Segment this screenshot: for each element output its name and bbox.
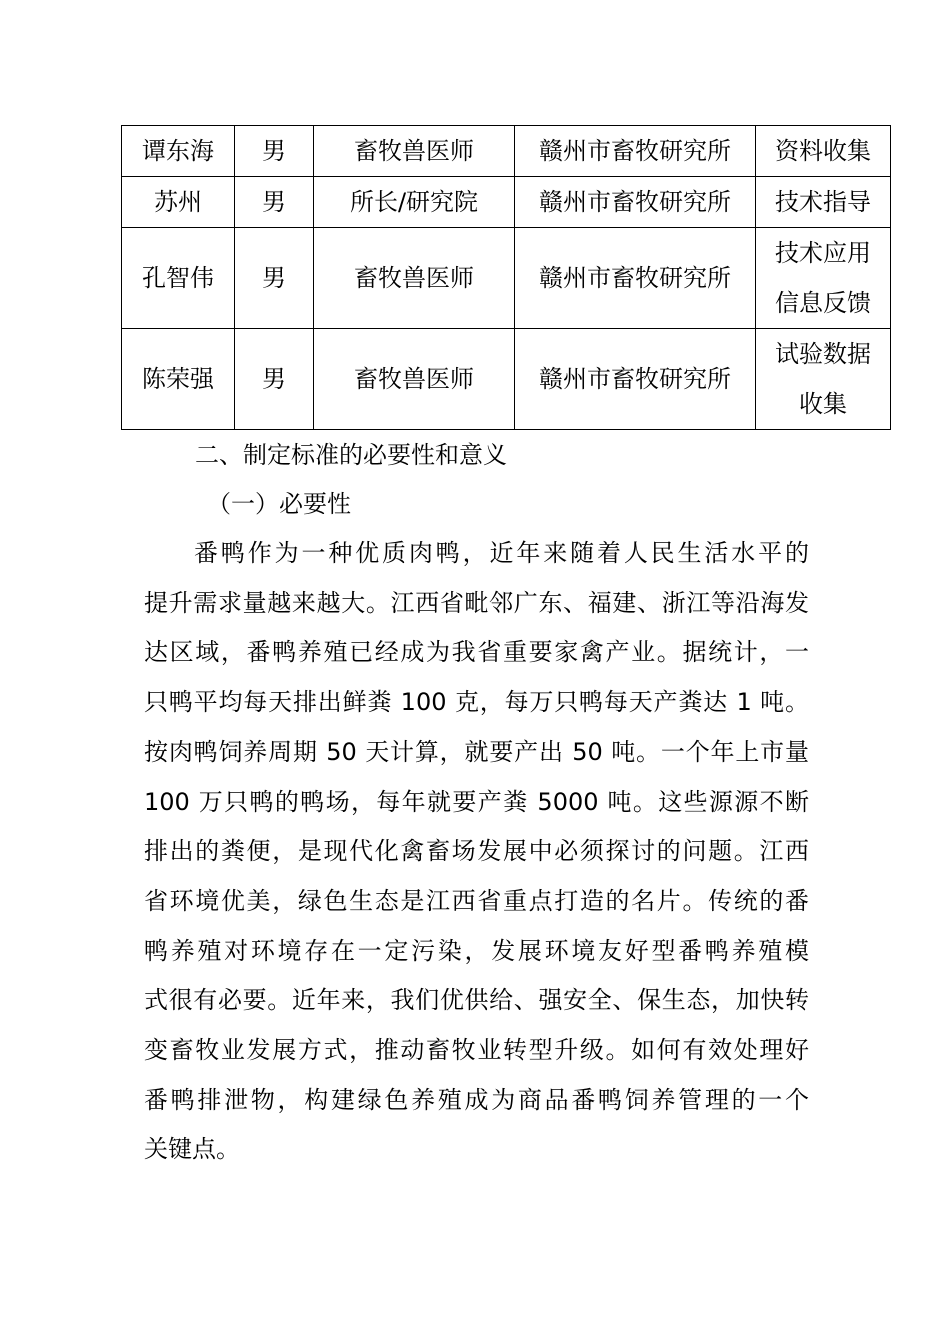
paragraph-line: 变畜牧业发展方式，推动畜牧业转型升级。如何有效处理好	[144, 1036, 809, 1065]
paragraph-line: 按肉鸭饲养周期 50 天计算，就要产出 50 吨。一个年上市量	[144, 737, 809, 766]
paragraph-line: 鸭养殖对环境存在一定污染，发展环境友好型番鸭养殖模	[144, 936, 809, 965]
paragraph-line: 关键点。	[144, 1135, 240, 1164]
paragraph-line: 提升需求量越来越大。江西省毗邻广东、福建、浙江等沿海发	[144, 588, 809, 617]
staff-table	[121, 125, 891, 430]
staff-title: 畜牧兽医师	[314, 126, 515, 177]
staff-gender: 男	[235, 126, 314, 177]
subsection-heading: （一）必要性	[207, 490, 351, 518]
staff-unit: 赣州市畜牧研究所	[515, 228, 756, 329]
paragraph-line: 式很有必要。近年来，我们优供给、强安全、保生态，加快转	[144, 986, 809, 1015]
staff-title: 所长/研究院	[314, 177, 515, 228]
paragraph-line: 达区域，番鸭养殖已经成为我省重要家禽产业。据统计，一	[144, 638, 809, 667]
staff-duty: 技术应用 信息反馈	[756, 228, 891, 329]
staff-unit: 赣州市畜牧研究所	[515, 329, 756, 430]
staff-duty: 资料收集	[756, 126, 891, 177]
table-row	[122, 126, 891, 177]
staff-duty: 技术指导	[756, 177, 891, 228]
staff-name: 陈荣强	[122, 329, 235, 430]
staff-gender: 男	[235, 177, 314, 228]
table-row	[122, 228, 891, 329]
paragraph-line: 排出的粪便，是现代化禽畜场发展中必须探讨的问题。江西	[144, 837, 809, 866]
paragraph-line: 100 万只鸭的鸭场，每年就要产粪 5000 吨。这些源源不断	[144, 787, 809, 816]
staff-title: 畜牧兽医师	[314, 228, 515, 329]
staff-unit: 赣州市畜牧研究所	[515, 177, 756, 228]
staff-title: 畜牧兽医师	[314, 329, 515, 430]
paragraph-line: 省环境优美，绿色生态是江西省重点打造的名片。传统的番	[144, 886, 809, 915]
staff-duty: 试验数据 收集	[756, 329, 891, 430]
staff-name: 谭东海	[122, 126, 235, 177]
table-row	[122, 177, 891, 228]
staff-name: 孔智伟	[122, 228, 235, 329]
paragraph-line: 番鸭作为一种优质肉鸭，近年来随着人民生活水平的	[194, 539, 809, 567]
staff-name: 苏州	[122, 177, 235, 228]
table-row	[122, 329, 891, 430]
paragraph-line: 番鸭排泄物，构建绿色养殖成为商品番鸭饲养管理的一个	[144, 1085, 809, 1114]
paragraph-line: 只鸭平均每天排出鲜粪 100 克，每万只鸭每天产粪达 1 吨。	[144, 688, 809, 717]
staff-unit: 赣州市畜牧研究所	[515, 126, 756, 177]
staff-gender: 男	[235, 329, 314, 430]
staff-gender: 男	[235, 228, 314, 329]
body-paragraph	[144, 529, 809, 1175]
section-heading: 二、制定标准的必要性和意义	[195, 441, 507, 469]
